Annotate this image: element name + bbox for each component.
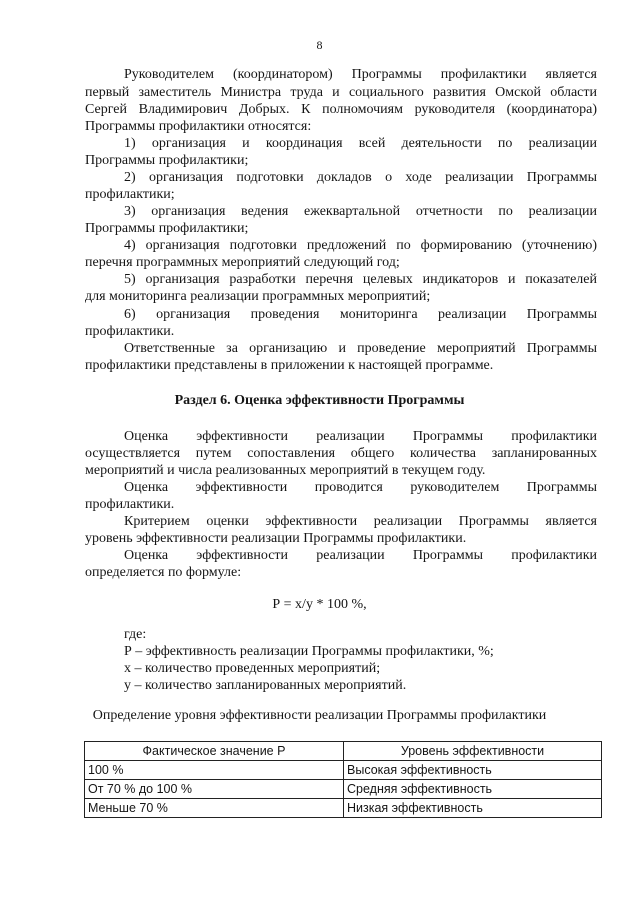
table-cell: Средняя эффективность [344,780,602,799]
table-cell: 100 % [85,761,344,780]
paragraph-line: Оценка эффективности реализации Программы профилактики [124,548,597,563]
paragraph-line: осуществляется путем сопоставления общего количества запланированных [85,446,597,461]
column-header: Фактическое значение Р [85,742,344,761]
list-item-line: 1) организация и координация всей деятельности по реализации [124,136,597,151]
definition-line: х – количество проведенных мероприятий; [124,661,381,676]
section-heading: Раздел 6. Оценка эффективности Программы [174,393,465,408]
table-cell: Меньше 70 % [85,799,344,818]
formula: Р = х/у * 100 %, [272,597,367,612]
table-row [85,780,602,799]
paragraph-line: Оценка эффективности проводится руководителем Программы [124,480,597,495]
table-row [85,761,602,780]
paragraph-line: Сергей Владимирович Добрых. К полномочиям руководителя (координатора) [85,102,597,117]
definition-line: у – количество запланированных мероприятий. [124,678,407,693]
paragraph-line: Ответственные за организацию и проведение мероприятий Программы [124,341,597,356]
paragraph-line: первый заместитель Министра труда и социального развития Омской области [85,85,597,100]
column-header: Уровень эффективности [344,742,602,761]
list-item-line: для мониторинга реализации программных мероприятий; [85,289,431,304]
paragraph-line: уровень эффективности реализации Программы профилактики. [85,531,467,546]
list-item-line: перечня программных мероприятий следующий год; [85,255,400,270]
paragraph-line: профилактики представлены в приложении к настоящей программе. [85,358,494,373]
list-item-line: Программы профилактики; [85,153,249,168]
list-item-line: профилактики. [85,324,175,339]
definition-line: Р – эффективность реализации Программы профилактики, %; [124,644,494,659]
table-cell: Низкая эффективность [344,799,602,818]
table-header-row [85,742,602,761]
paragraph-line: определяется по формуле: [85,565,242,580]
list-item-line: профилактики; [85,187,175,202]
table-title: Определение уровня эффективности реализации Программы профилактики [92,708,547,723]
paragraph-line: мероприятий и числа реализованных мероприятий в текущем году. [85,463,486,478]
paragraph-line: Оценка эффективности реализации Программы профилактики [124,429,597,444]
list-item-line: 5) организация разработки перечня целевых индикаторов и показателей [124,272,597,287]
paragraph-line: профилактики. [85,497,175,512]
table-row [85,799,602,818]
paragraph-line: Программы профилактики относятся: [85,119,312,134]
definition-line: где: [124,627,147,642]
list-item-line: 4) организация подготовки предложений по формированию (уточнению) [124,238,597,253]
list-item-line: 6) организация проведения мониторинга реализации Программы [124,307,597,322]
list-item-line: 3) организация ведения ежеквартальной отчетности по реализации [124,204,597,219]
efficiency-table [84,741,602,818]
page-number: 8 [316,38,323,52]
paragraph-line: Руководителем (координатором) Программы профилактики является [124,67,597,82]
list-item-line: Программы профилактики; [85,221,249,236]
table-cell: От 70 % до 100 % [85,780,344,799]
paragraph-line: Критерием оценки эффективности реализации Программы является [124,514,597,529]
list-item-line: 2) организация подготовки докладов о ходе реализации Программы [124,170,597,185]
table-cell: Высокая эффективность [344,761,602,780]
